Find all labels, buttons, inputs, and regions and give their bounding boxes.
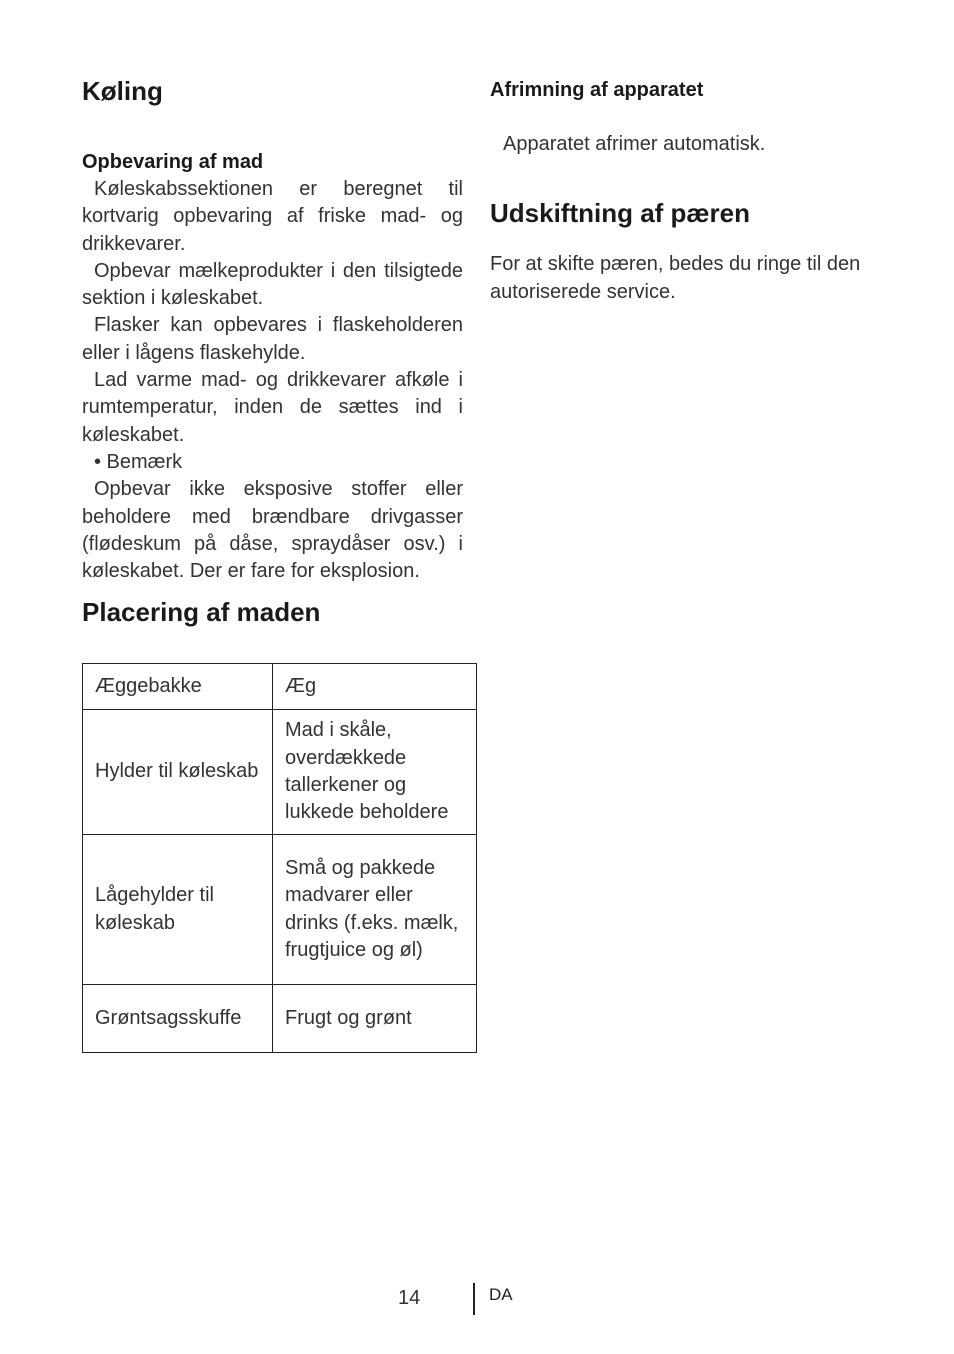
table-cell-content: Små og pakkede madvarer eller drinks (f.eks. mælk, frugtjuice og øl) — [273, 835, 477, 985]
table-row — [83, 835, 477, 985]
footer-divider — [473, 1283, 475, 1315]
afrimning-text: Apparatet afrimer automatisk. — [503, 133, 766, 155]
food-placement-table — [82, 663, 477, 1053]
table-cell-place: Lågehylder til køleskab — [83, 835, 273, 985]
paragraph-bottles: Flasker kan opbevares i flaskeholderen eller i lågens flaskehylde. — [82, 314, 463, 364]
section-title-placering: Placering af maden — [82, 597, 321, 628]
table-cell-place: Hylder til køleskab — [83, 710, 273, 835]
right-column — [490, 76, 870, 306]
paragraph-intro: Køleskabssektionen er beregnet til kortvarig opbevaring af friske mad- og drikkevarer. — [82, 178, 463, 255]
table-cell-content: Frugt og grønt — [273, 985, 477, 1053]
language-code: DA — [489, 1285, 513, 1304]
table-row — [83, 664, 477, 710]
subtitle-afrimning: Afrimning af apparatet — [490, 79, 704, 101]
paragraph-note-bullet: • Bemærk — [94, 450, 183, 473]
section-title-koling: Køling — [82, 76, 163, 106]
paragraph-warning: Opbevar ikke eksposive stoffer eller beholdere med brændbare drivgasser (flødeskum på dåse, spraydåser osv.) i køleskabet. Der er fare for eksplosion. — [82, 478, 463, 583]
table-cell-place: Æggebakke — [83, 664, 273, 710]
left-column — [82, 74, 463, 629]
table-row — [83, 985, 477, 1053]
subtitle-opbevaring: Opbevaring af mad — [82, 151, 264, 173]
paragraph-dairy: Opbevar mælkeprodukter i den tilsigtede sektion i køleskabet. — [82, 259, 463, 310]
table-cell-place: Grøntsagsskuffe — [83, 985, 273, 1053]
udskiftning-text: For at skifte pæren, bedes du ringe til den autoriserede service. — [490, 253, 861, 303]
page-number: 14 — [398, 1287, 421, 1309]
paragraph-warm-food: Lad varme mad- og drikkevarer afkøle i rumtemperatur, inden de sættes ind i køleskabet. — [82, 369, 463, 446]
section-title-udskiftning: Udskiftning af pæren — [490, 198, 751, 228]
table-row — [83, 710, 477, 835]
table-cell-content: Mad i skåle, overdækkede tallerkener og lukkede beholdere — [273, 710, 477, 835]
table-cell-content: Æg — [273, 664, 477, 710]
